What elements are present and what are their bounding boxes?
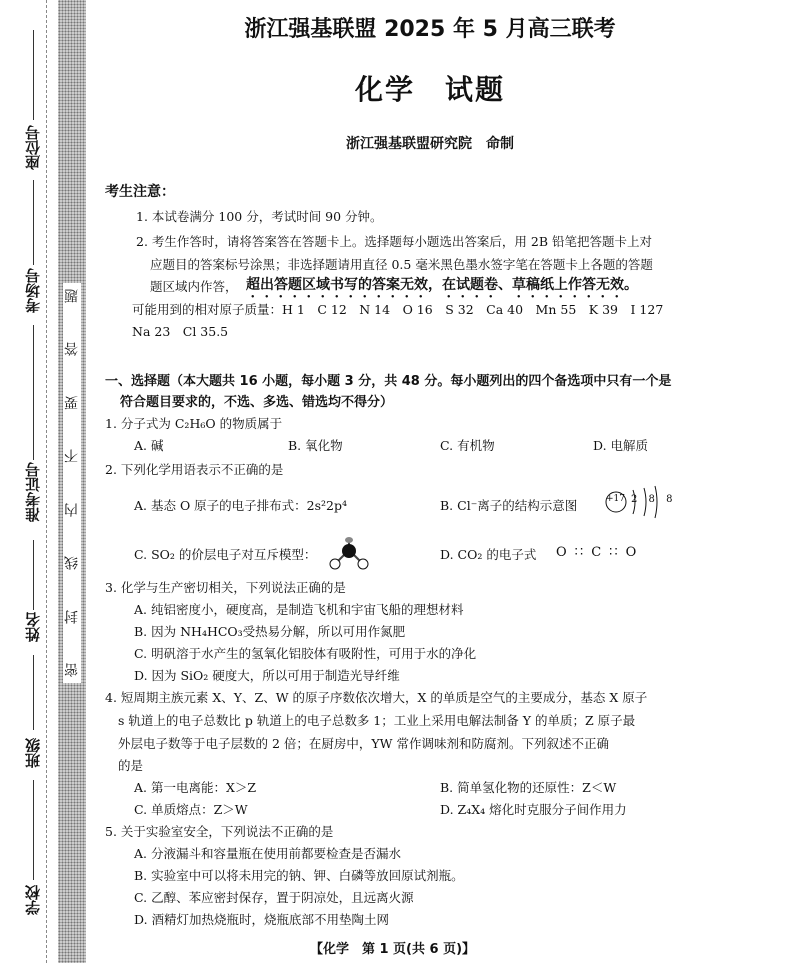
q2-stem: 2. 下列化学用语表示不正确的是: [105, 462, 284, 477]
q4-option-c: C. 单质熔点：Z＞W: [134, 802, 248, 817]
q4-line4: 的是: [118, 758, 144, 773]
section-heading-2: 符合题目要求的，不选、多选、错选均不得分）: [120, 395, 394, 410]
q4-option-a: A. 第一电离能：X＞Z: [134, 780, 257, 795]
seat-label: 座位号: [24, 125, 42, 170]
school-line: [33, 780, 34, 880]
nucleus-charge: +17: [606, 494, 625, 504]
exam-title: 浙江强基联盟 2025 年 5 月高三联考: [244, 17, 616, 42]
q2-option-c: C. SO₂ 的价层电子对互斥模型：: [134, 547, 317, 562]
binding-char: 题: [64, 289, 80, 303]
q1-stem: 1. 分子式为 C₂H₆O 的物质属于: [105, 416, 283, 431]
class-line: [33, 655, 34, 730]
atomic-masses: 可能用到的相对原子质量：H 1 C 12 N 14 O 16 S 32 Ca 40 Mn 55 K 39 I 127: [132, 302, 664, 317]
school-label: 学校: [24, 885, 42, 915]
subject-title: 化学 试题: [354, 73, 505, 106]
section-heading: 一、选择题（本大题共 16 小题，每小题 3 分，共 48 分。每小题列出的四个备选项中只有一个是: [105, 374, 672, 389]
q2-option-d: D. CO₂ 的电子式: [440, 547, 537, 562]
q3-option-c: C. 明矾溶于水产生的氢氧化铝胶体有吸附性，可用于水的净化: [134, 646, 477, 661]
q3-option-d: D. 因为 SiO₂ 硬度大，所以可用于制造光导纤维: [134, 668, 400, 683]
q4-line3: 外层电子数等于电子层数的 2 倍；在厨房中，YW 常作调味剂和防腐剂。下列叙述不正确: [118, 736, 609, 751]
binding-warning: [63, 283, 81, 683]
q4-line1: 4. 短周期主族元素 X、Y、Z、W 的原子序数依次增大，X 的单质是空气的主要成分，基态 X 原子: [105, 690, 648, 705]
room-line: [33, 180, 34, 265]
ticket-line: [33, 325, 34, 460]
binding-char: 要: [64, 395, 80, 410]
notice-item: 应题目的答案标号涂黑；非选择题请用直径 0.5 毫米黑色墨水签字笔在答题卡上各题的答题: [150, 257, 653, 272]
q3-option-b: B. 因为 NH₄HCO₃受热易分解，所以可用作氮肥: [134, 624, 406, 639]
q5-option-d: D. 酒精灯加热烧瓶时，烧瓶底部不用垫陶土网: [134, 912, 390, 927]
notice-item: 2. 考生作答时，请将答案答在答题卡上。选择题每小题选出答案后，用 2B 铅笔把答题卡上对: [136, 234, 652, 249]
seat-line: [33, 30, 34, 120]
name-label: 姓名: [24, 612, 42, 642]
cut-line: [46, 0, 48, 963]
electron-shells: 2 8 8: [631, 494, 677, 505]
notice-heading: 考生注意：: [105, 184, 175, 200]
ticket-label: 准考证号: [24, 462, 42, 522]
notice-item: 题区域内作答，: [150, 279, 238, 294]
q4-option-d: D. Z₄X₄ 熔化时克服分子间作用力: [440, 802, 627, 817]
notice-emphasis: 超出答题区域书写的答案无效，在试题卷、草稿纸上作答无效。: [246, 277, 638, 293]
q4-line2: s 轨道上的电子总数比 p 轨道上的电子总数多 1；工业上采用电解法制备 Y 的单质；Z 原子最: [118, 713, 636, 728]
binding-char: 封: [64, 609, 80, 624]
room-label: 考场号: [24, 268, 42, 313]
q1-option-b: B. 氧化物: [288, 438, 343, 453]
q5-option-b: B. 实验室中可以将未用完的钠、钾、白磷等放回原试剂瓶。: [134, 868, 464, 883]
atomic-masses-2: Na 23 Cl 35.5: [132, 324, 229, 339]
q3-stem: 3. 化学与生产密切相关，下列说法正确的是: [105, 580, 346, 595]
q2-option-b: B. Cl⁻离子的结构示意图: [440, 498, 578, 513]
binding-char: 答: [64, 342, 80, 357]
q1-option-c: C. 有机物: [440, 438, 495, 453]
cl-ion-diagram: [603, 482, 677, 522]
q5-option-c: C. 乙醇、苯应密封保存，置于阴凉处，且远离火源: [134, 890, 414, 905]
co2-electron-formula: O ∷ C ∷ O: [556, 545, 639, 560]
q1-option-d: D. 电解质: [593, 438, 649, 453]
author-line: 浙江强基联盟研究院 命制: [346, 136, 514, 152]
q4-option-b: B. 简单氢化物的还原性：Z＜W: [440, 780, 617, 795]
page-footer: 【化学 第 1 页(共 6 页)】: [309, 942, 476, 957]
binding-char: 内: [64, 502, 80, 517]
class-label: 班级: [24, 738, 42, 768]
q2-option-a: A. 基态 O 原子的电子排布式：2s²2p⁴: [134, 498, 348, 513]
vsepr-model-icon: [328, 536, 370, 572]
name-line: [33, 540, 34, 610]
binding-char: 密: [64, 662, 80, 677]
q5-stem: 5. 关于实验室安全，下列说法不正确的是: [105, 824, 334, 839]
q5-option-a: A. 分液漏斗和容量瓶在使用前都要检查是否漏水: [134, 846, 401, 861]
q1-option-a: A. 碱: [134, 438, 164, 453]
binding-char: 不: [64, 449, 80, 464]
notice-item: 1. 本试卷满分 100 分，考试时间 90 分钟。: [136, 209, 383, 224]
q3-option-a: A. 纯铝密度小，硬度高，是制造飞机和宇宙飞船的理想材料: [134, 602, 464, 617]
binding-char: 线: [64, 556, 80, 571]
